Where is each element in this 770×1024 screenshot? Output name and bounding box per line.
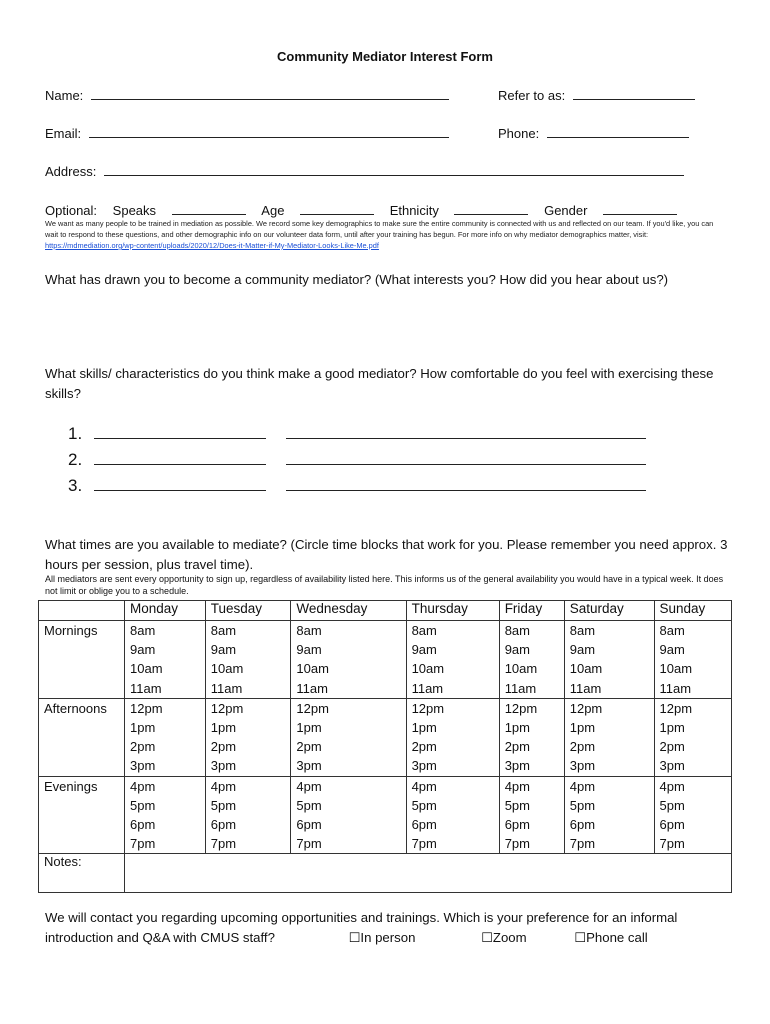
- time-slot[interactable]: 3pm: [504, 758, 530, 774]
- time-slot[interactable]: 10am: [504, 661, 538, 677]
- time-slot[interactable]: 4pm: [296, 778, 322, 794]
- list-item: [68, 473, 646, 499]
- time-slot[interactable]: 3pm: [130, 758, 156, 774]
- phone-row: [498, 124, 689, 141]
- time-slot[interactable]: 5pm: [296, 797, 322, 813]
- time-slot[interactable]: 2pm: [210, 739, 237, 755]
- optional-label: Optional:: [45, 203, 98, 218]
- time-slot[interactable]: 11am: [569, 680, 602, 696]
- day-header: Thursday: [406, 601, 499, 621]
- time-slot[interactable]: 2pm: [504, 739, 530, 755]
- contact-question: We will contact you regarding upcoming opportunities and trainings. Which is your preference for an informal introduction and Q&A with CMUS staff?: [45, 910, 678, 945]
- corner-cell: [39, 601, 125, 621]
- address-row: [45, 162, 684, 179]
- time-slot[interactable]: 9am: [296, 642, 322, 658]
- time-slot[interactable]: 1pm: [130, 719, 156, 735]
- time-cell: [205, 621, 291, 699]
- skill-field[interactable]: [94, 422, 266, 439]
- time-slot[interactable]: 3pm: [296, 758, 322, 774]
- list-item: [68, 447, 646, 473]
- phone-label: Phone:: [498, 126, 540, 141]
- time-slot[interactable]: 4pm: [659, 778, 685, 794]
- time-slot[interactable]: 8am: [411, 623, 437, 638]
- time-slot[interactable]: 9am: [130, 642, 156, 658]
- time-slot[interactable]: 4pm: [411, 778, 437, 794]
- time-slot[interactable]: 8am: [296, 623, 322, 638]
- time-cell: [125, 621, 206, 699]
- time-slot[interactable]: 2pm: [569, 739, 596, 755]
- time-slot[interactable]: 4pm: [130, 778, 156, 794]
- block-label: Evenings: [39, 776, 125, 854]
- time-cell: [291, 621, 406, 699]
- phone-field[interactable]: [547, 124, 689, 138]
- time-slot[interactable]: 12pm: [130, 700, 163, 716]
- time-slot[interactable]: 12pm: [569, 700, 603, 716]
- list-number: 2.: [68, 450, 83, 469]
- list-item: [68, 421, 646, 447]
- age-field[interactable]: [300, 201, 374, 215]
- optional-row: [45, 201, 677, 218]
- time-slot[interactable]: 8am: [210, 623, 237, 638]
- address-field[interactable]: [104, 162, 684, 176]
- time-slot[interactable]: 10am: [411, 661, 445, 677]
- time-cell: [654, 621, 732, 699]
- time-slot[interactable]: 10am: [569, 661, 603, 677]
- phone-call-option[interactable]: ☐Phone call: [574, 930, 648, 945]
- ethnicity-label: Ethnicity: [389, 203, 439, 218]
- notes-field[interactable]: [125, 854, 732, 893]
- time-slot[interactable]: 4pm: [504, 778, 530, 794]
- time-slot[interactable]: 2pm: [296, 739, 322, 755]
- time-slot[interactable]: 11am: [504, 680, 537, 696]
- time-slot[interactable]: 5pm: [130, 797, 156, 813]
- time-cell: [564, 698, 654, 776]
- name-row: [45, 86, 449, 103]
- time-slot[interactable]: 4pm: [210, 778, 237, 794]
- time-slot[interactable]: 7pm: [210, 836, 237, 852]
- time-cell: [406, 621, 499, 699]
- skill-detail-field[interactable]: [286, 422, 646, 439]
- time-slot[interactable]: 5pm: [569, 797, 596, 813]
- gender-field[interactable]: [603, 201, 677, 215]
- availability-table: [38, 600, 732, 893]
- table-row: [39, 621, 732, 699]
- time-slot[interactable]: 3pm: [659, 758, 685, 774]
- name-field[interactable]: [91, 86, 449, 100]
- time-cell: [499, 621, 564, 699]
- time-slot[interactable]: 7pm: [569, 836, 596, 852]
- time-slot[interactable]: 11am: [659, 680, 692, 696]
- time-slot[interactable]: 8am: [130, 623, 156, 638]
- time-cell: [499, 776, 564, 854]
- time-slot[interactable]: 3pm: [210, 758, 237, 774]
- contact-preference: [45, 908, 745, 948]
- time-cell: [291, 776, 406, 854]
- speaks-label: Speaks: [112, 203, 157, 218]
- list-number: 1.: [68, 424, 83, 443]
- availability-note: All mediators are sent every opportunity to sign up, regardless of availability listed here. This informs us of the general availability you would have in a typical week. It does not limit or oblige you to a schedule.: [45, 574, 724, 596]
- time-slot[interactable]: 6pm: [411, 816, 437, 832]
- table-row: [39, 698, 732, 776]
- time-slot[interactable]: 5pm: [659, 797, 685, 813]
- time-slot[interactable]: 5pm: [504, 797, 530, 813]
- time-slot[interactable]: 6pm: [569, 816, 596, 832]
- time-slot[interactable]: 9am: [210, 642, 237, 658]
- time-slot[interactable]: 1pm: [569, 719, 596, 735]
- refer-row: [498, 86, 695, 103]
- time-cell: [654, 698, 732, 776]
- time-slot[interactable]: 7pm: [659, 836, 685, 852]
- block-label: Mornings: [39, 621, 125, 699]
- time-slot[interactable]: 2pm: [130, 739, 156, 755]
- table-header-row: [39, 601, 732, 621]
- time-slot[interactable]: 2pm: [411, 739, 437, 755]
- day-header: Monday: [125, 601, 206, 621]
- skill-field[interactable]: [94, 448, 266, 465]
- time-cell: [499, 698, 564, 776]
- time-cell: [564, 621, 654, 699]
- question-skills: What skills/ characteristics do you think make a good mediator? How comfortable do you feel with exercising these skills?: [45, 366, 714, 401]
- time-slot[interactable]: 11am: [296, 680, 328, 696]
- time-slot[interactable]: 8am: [504, 623, 530, 638]
- time-cell: [654, 776, 732, 854]
- speaks-field[interactable]: [172, 201, 246, 215]
- day-header: Saturday: [564, 601, 654, 621]
- time-slot[interactable]: 7pm: [296, 836, 322, 852]
- time-slot[interactable]: 5pm: [210, 797, 237, 813]
- time-slot[interactable]: 6pm: [659, 816, 685, 832]
- time-cell: [205, 698, 291, 776]
- email-row: [45, 124, 449, 141]
- refer-field[interactable]: [573, 86, 695, 100]
- time-cell: [406, 776, 499, 854]
- skills-list: [68, 421, 646, 499]
- address-label: Address:: [45, 164, 97, 179]
- list-number: 3.: [68, 476, 83, 495]
- notes-row: [39, 854, 732, 893]
- skill-field[interactable]: [94, 474, 266, 491]
- time-slot[interactable]: 8am: [569, 623, 596, 638]
- time-slot[interactable]: 5pm: [411, 797, 437, 813]
- ethnicity-field[interactable]: [454, 201, 528, 215]
- time-slot[interactable]: 12pm: [296, 700, 329, 716]
- time-slot[interactable]: 11am: [210, 680, 243, 696]
- time-slot[interactable]: 10am: [210, 661, 244, 677]
- name-label: Name:: [45, 88, 84, 103]
- demographics-note-text: We want as many people to be trained in mediation as possible. We record some key demographics to make sure the entire community is connected with us and reflected on our team. If you'd like, you can wait to respond to these questions, and other demographic info on our volunteer data form, until after your training has begun. For more info on why mediator demographics matter, visit:: [45, 219, 714, 239]
- time-slot[interactable]: 6pm: [504, 816, 530, 832]
- time-cell: [564, 776, 654, 854]
- time-slot[interactable]: 9am: [411, 642, 437, 658]
- time-slot[interactable]: 1pm: [659, 719, 685, 735]
- zoom-option[interactable]: ☐Zoom: [481, 930, 527, 945]
- question-interest: What has drawn you to become a community mediator? (What interests you? How did you hear about us?): [45, 272, 669, 287]
- age-label: Age: [261, 203, 285, 218]
- email-field[interactable]: [89, 124, 449, 138]
- gender-label: Gender: [544, 203, 588, 218]
- refer-label: Refer to as:: [498, 88, 566, 103]
- time-cell: [125, 776, 206, 854]
- time-slot[interactable]: 12pm: [659, 700, 693, 716]
- time-slot[interactable]: 12pm: [411, 700, 445, 716]
- block-label: Afternoons: [39, 698, 125, 776]
- question-availability: What times are you available to mediate? (Circle time blocks that work for you. Please remember you need approx. 3 hours per session, plus travel time).: [45, 537, 728, 572]
- time-slot[interactable]: 7pm: [504, 836, 530, 852]
- time-slot[interactable]: 3pm: [411, 758, 437, 774]
- time-slot[interactable]: 9am: [569, 642, 596, 658]
- time-slot[interactable]: 6pm: [296, 816, 322, 832]
- demographics-link[interactable]: https://mdmediation.org/wp-content/uploads/2020/12/Does-it-Matter-if-My-Mediator-Looks-Like-Me.pdf: [45, 241, 379, 250]
- time-slot[interactable]: 1pm: [504, 719, 530, 735]
- time-slot[interactable]: 12pm: [504, 700, 538, 716]
- day-header: Sunday: [654, 601, 732, 621]
- time-cell: [125, 698, 206, 776]
- time-slot[interactable]: 9am: [504, 642, 530, 658]
- time-slot[interactable]: 10am: [296, 661, 329, 677]
- time-slot[interactable]: 7pm: [130, 836, 156, 852]
- time-slot[interactable]: 7pm: [411, 836, 437, 852]
- time-slot[interactable]: 1pm: [411, 719, 437, 735]
- time-slot[interactable]: 11am: [130, 680, 162, 696]
- day-header: Tuesday: [205, 601, 291, 621]
- time-slot[interactable]: 2pm: [659, 739, 685, 755]
- time-slot[interactable]: 10am: [130, 661, 163, 677]
- day-header: Friday: [499, 601, 564, 621]
- skill-detail-field[interactable]: [286, 448, 646, 465]
- time-slot[interactable]: 11am: [411, 680, 444, 696]
- email-label: Email:: [45, 126, 82, 141]
- time-slot[interactable]: 6pm: [130, 816, 156, 832]
- table-row: [39, 776, 732, 854]
- form-title: Community Mediator Interest Form: [277, 49, 493, 64]
- demographics-note: [45, 218, 715, 251]
- time-cell: [406, 698, 499, 776]
- time-slot[interactable]: 8am: [659, 623, 685, 638]
- time-cell: [291, 698, 406, 776]
- skill-detail-field[interactable]: [286, 474, 646, 491]
- in-person-option[interactable]: ☐In person: [348, 930, 416, 945]
- time-slot[interactable]: 4pm: [569, 778, 596, 794]
- time-slot[interactable]: 3pm: [569, 758, 596, 774]
- day-header: Wednesday: [291, 601, 406, 621]
- time-slot[interactable]: 10am: [659, 661, 693, 677]
- time-slot[interactable]: 1pm: [210, 719, 237, 735]
- notes-label: Notes:: [39, 854, 125, 893]
- time-slot[interactable]: 1pm: [296, 719, 322, 735]
- time-slot[interactable]: 9am: [659, 642, 685, 658]
- time-cell: [205, 776, 291, 854]
- time-slot[interactable]: 6pm: [210, 816, 237, 832]
- time-slot[interactable]: 12pm: [210, 700, 244, 716]
